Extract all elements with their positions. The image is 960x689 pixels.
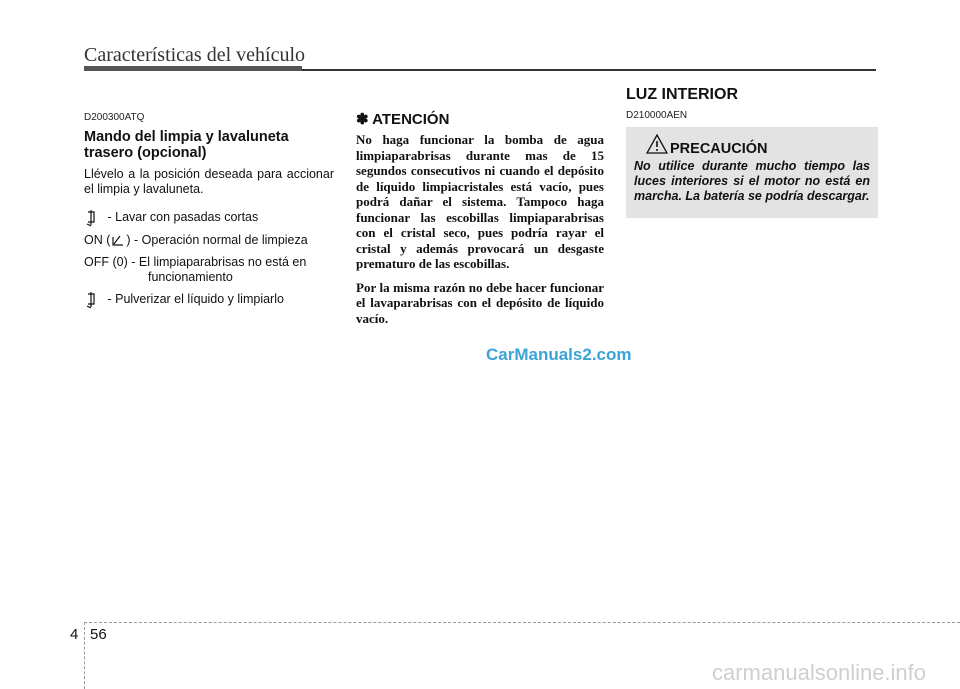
section-heading: Mando del limpia y lavaluneta trasero (opcional) [84,129,289,161]
wiper-item-mist [84,209,334,227]
right-column [626,86,878,218]
wiper-item-mist-label: - Lavar con pasadas cortas [107,210,259,224]
wiper-item-on-prefix: ON ( [84,233,111,247]
wiper-item-off-label: OFF (0) - El limpiaparabrisas no está en [84,255,307,269]
wiper-item-wash-label: - Pulverizar el líquido y limpiarlo [107,292,284,306]
wiper-item-off [84,255,334,285]
section-code-right: D210000AEN [626,110,688,121]
footer-divider [84,622,85,689]
header-rule-thick [84,66,302,71]
left-column [84,112,334,315]
chapter-number: 4 [70,626,79,643]
footer-rule [84,622,960,623]
footer-site-watermark: carmanualsonline.info [712,660,927,685]
wiper-wash-icon [84,291,104,309]
caution-title [634,141,870,157]
attention-paragraph-1: No haga funcionar la bomba de agua limpiaparabrisas durante mas de 15 segundos consecutivos ni cuando el depósito de líquido limpiacristales está vacío, pues podrá dañar el sistema. Tampoco haga funcionar las escobillas limpiaparabrisas con el cristal seco, pues podría rayar el cristal y además provocará un desgaste prematuro de las escobillas. [356,132,604,271]
wiper-item-on-label: ) - Operación normal de limpieza [126,233,308,247]
wiper-mist-icon [84,209,104,227]
warning-triangle-icon [646,134,668,154]
wiper-on-icon [110,233,126,249]
header-rule-thin [302,69,876,71]
wiper-item-off-continuation: funcionamiento [148,270,233,284]
wiper-item-on [84,233,334,249]
attention-heading: ✽ ATENCIÓN [356,111,450,128]
interior-light-heading: LUZ INTERIOR [626,86,738,103]
caution-text: No utilice durante mucho tiempo las luces interiores si el motor no está en marcha. La batería se podría descargar. [634,159,870,203]
section-code: D200300ATQ [84,112,145,123]
caution-box [626,127,878,218]
page-header-title: Características del vehículo [84,44,306,66]
caution-title-text: PRECAUCIÓN [670,141,768,157]
attention-paragraph-2: Por la misma razón no debe hacer funcionar el lavaparabrisas con el depósito de líquido vacío. [356,279,604,326]
wiper-item-wash [84,291,334,309]
intro-paragraph: Llévelo a la posición deseada para accionar el limpia y lavaluneta. [84,167,334,196]
watermark: CarManuals2.com [486,345,632,364]
page-number: 56 [90,626,107,643]
middle-column [356,110,604,334]
